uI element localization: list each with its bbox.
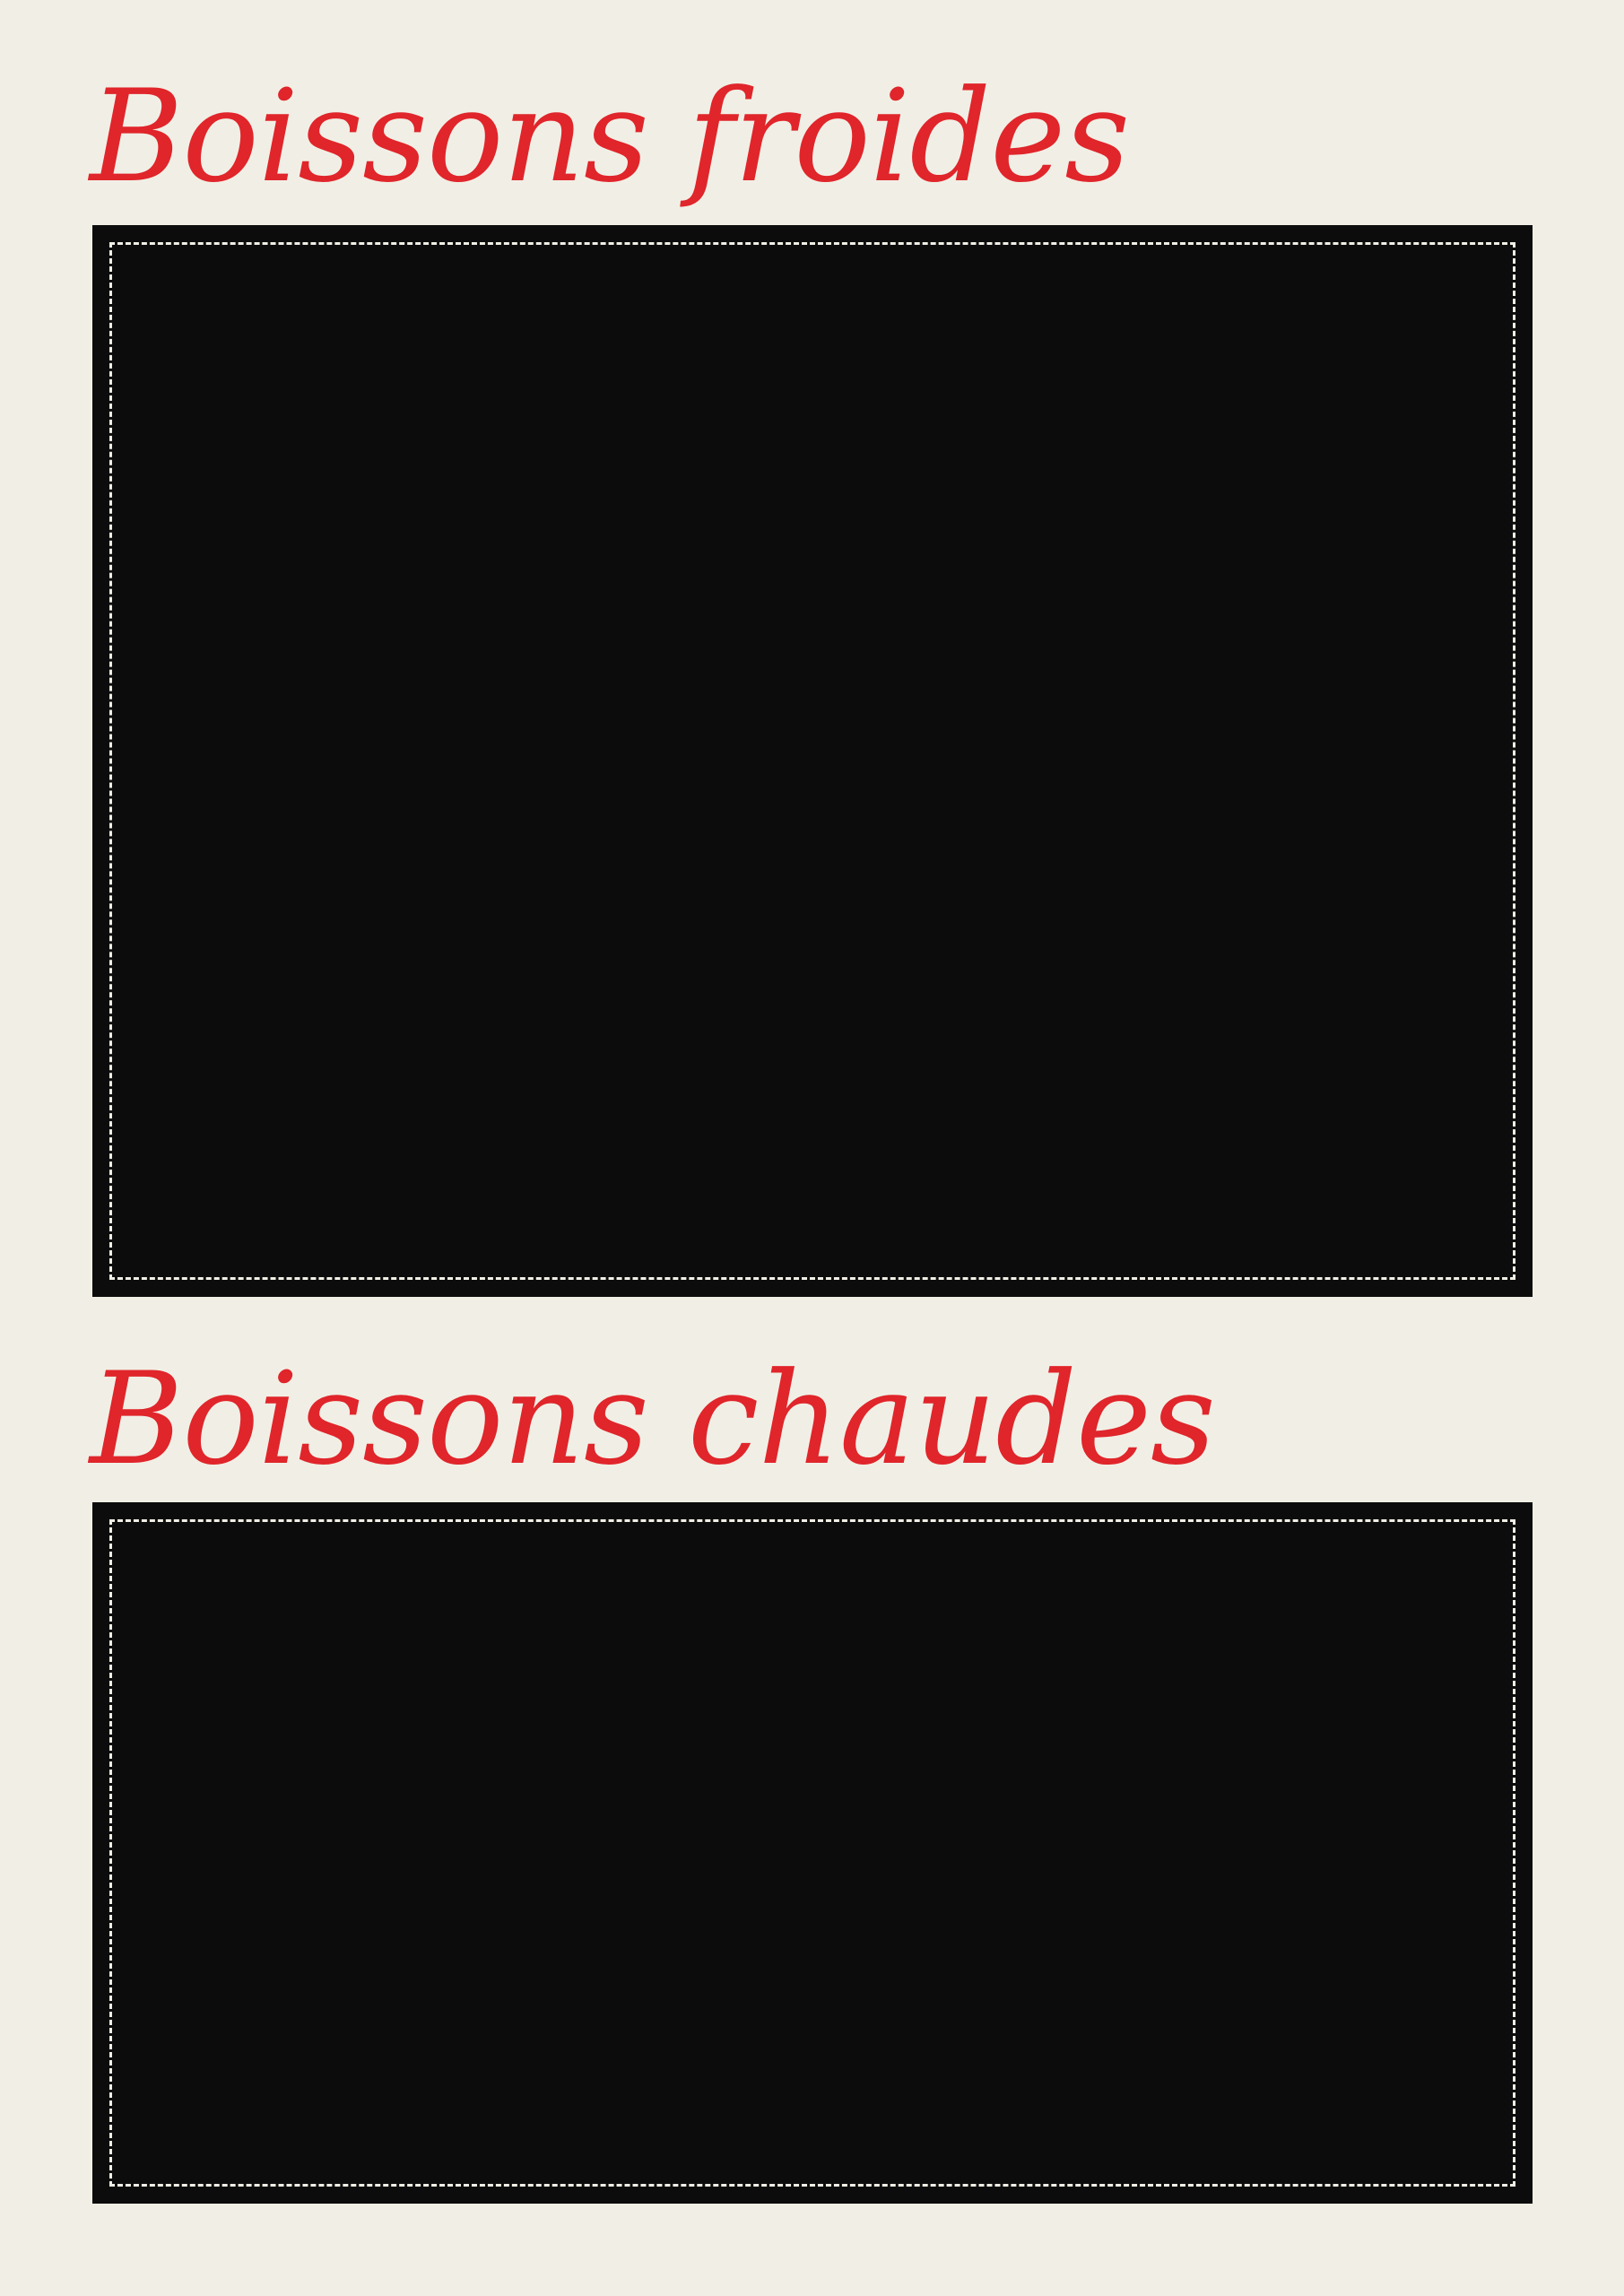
dashed-border bbox=[109, 1519, 1515, 2187]
cold-drinks-board bbox=[92, 225, 1533, 1297]
hot-drinks-board bbox=[92, 1502, 1533, 2204]
cold-drinks-title: Boissons froides bbox=[90, 63, 1130, 211]
hot-drinks-title: Boissons chaudes bbox=[90, 1345, 1215, 1493]
dashed-border bbox=[109, 242, 1515, 1280]
